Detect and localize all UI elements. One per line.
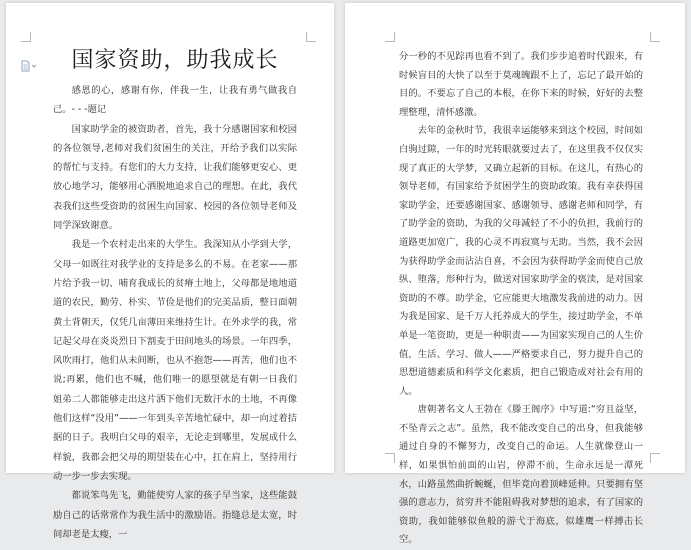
document-outline-icon[interactable] bbox=[20, 57, 38, 69]
document-title: 国家资助，助我成长 bbox=[71, 48, 279, 73]
right-page-body bbox=[399, 48, 643, 550]
page-corner-mark bbox=[385, 32, 395, 42]
left-page-body bbox=[53, 81, 297, 544]
document-page-2[interactable] bbox=[345, 3, 685, 546]
body-paragraph: 分一秒的不见踪再也看不到了。我们步步追着时代跟来，有时候盲目的大快了以至于莫魂魄跟不上了，忘记了最开始的目的。不要忘了自己的本根，在你下来的时候，好好的去整理整理，清怀感激。 bbox=[399, 51, 643, 118]
body-paragraph: 我是一个农村走出来的大学生。我深知从小学到大学，父母一如既往对我学业的支持是多么的不易。在老家——那片给予我一切、哺育我成长的贫瘠土地上，父母都是地地道道的农民，勤劳、朴实、节俭是他们的完美品质，整日面朝黄土背朝天，仅凭几亩薄田来维持生计。在外求学的我，常记起父母在炎炎烈日下割麦于田间地头的场景。一年四季，风吹雨打，他们从未间断，也从不抱怨——再苦，他们也不说;再累，他们也不喊，他们唯一的愿望就是有朝一日我们姐弟二人都能够走出这片洒下他们无数汗水的土地，不再像他们这样“没用”——一年到头辛苦地忙碌中，却一向过着拮据的日子。我明白父母的艰辛，无论走到哪里，发展成什么样貌，我都会把父母的期望装在心中，扛在肩上，坚持用行动一步一步去实现。 bbox=[53, 239, 297, 482]
page-corner-mark bbox=[306, 32, 316, 42]
document-page-1[interactable] bbox=[6, 3, 334, 540]
page-corner-mark bbox=[650, 32, 660, 42]
body-paragraph: 唐朝著名文人王勃在《滕王阁序》中写道:“穷且益坚，不坠青云之志”。虽然，我不能改变自己的出身，但我能够通过自身的不懈努力，改变自己的命运。人生就像登山一样，如果惧怕前面的山岩，停滞不前，生命永远是一潭死水，山路虽然曲折蜿蜒，但毕竟向着顶峰延伸。只要拥有坚强的意志力，贫穷并不能阻碍我对梦想的追求，有了国家的资助，我如能够似鱼般的游弋于海底，似雄鹰一样搏击长空。 bbox=[399, 404, 643, 546]
body-paragraph: 都说笨鸟先飞，勤能使穷人家的孩子早当家，这些能鼓励自己的话常常作为我生活中的激励语。指缝总是太宽，时间却老是太瘦，一 bbox=[53, 490, 297, 540]
epigraph-paragraph: 感恩的心，感谢有你，伴我一生，让我有勇气做我自己。- - -题记 bbox=[53, 85, 297, 116]
body-paragraph: 去年的金秋时节，我很幸运能够来到这个校园，时间如白驹过隙，一年的时光转眼就要过去了，在这里我不仅仅实现了真正的大学梦，又确立起新的目标。在这儿，有热心的领导老师，有国家给予贫困学生的资助政策。我有幸获得国家助学金，还要感谢国家、感谢领导、感谢老师和同学，有了助学金的资助，为我的父母减轻了不小的负担，我前行的道路更加宽广，我的心灵不再寂寞与无助。当然，我不会因为获得助学金而沾沾自喜，不会因为获得助学金而使自己放纵、堕落，形种行为，做送对国家助学金的亵渎，是对国家资助的不尊。助学金，它应能更大地激发我前进的动力。因为我是国家、是千万人托养成大的学生，接过助学金，不单单是一笔资助，更是一种职责——为国家实现自己的人生价值，生活、学习、做人——严格要求自己，努力提升自己的思想道德素质和科学文化素质，把自己锻造成对社会有用的人。 bbox=[399, 125, 643, 397]
body-paragraph: 国家助学金的被资助者，首先，我十分感谢国家和校园的各位领导,老师对我们贫困生的关注，开给予我们以实际的帮忙与支持。有您们的大力支持，让我们能够更安心、更放心地学习，能够用心洒脱地追求自己的理想。在此，我代表我们这些受资助的贫困生向国家、校园的各位领导老师及同学深致谢意。 bbox=[53, 123, 297, 232]
page-corner-mark bbox=[650, 453, 660, 463]
page-corner-mark bbox=[21, 32, 31, 42]
page-corner-mark bbox=[385, 453, 395, 463]
